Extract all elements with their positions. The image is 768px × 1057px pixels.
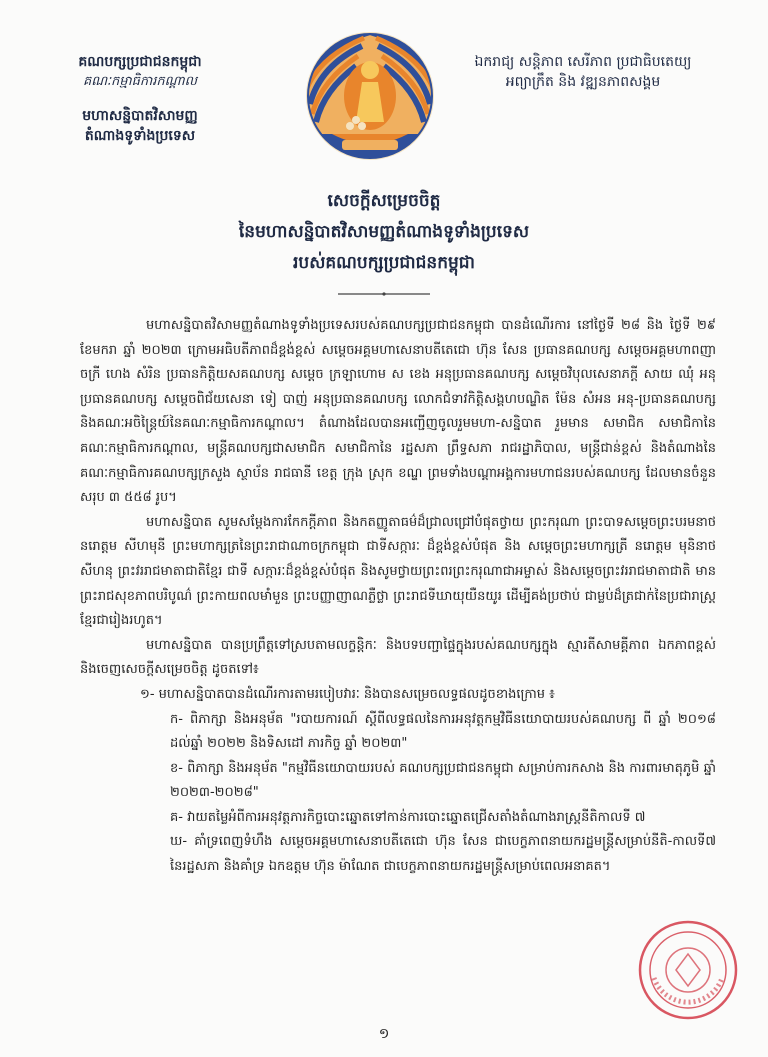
document-title bbox=[150, 186, 618, 279]
header-right bbox=[448, 52, 718, 92]
item-c: គ- វាយតម្លៃអំពីការអនុវត្តភារកិច្ចបោះឆ្នោតទៅកាន់ការបោះឆ្នោតជ្រើសតាំងតំណាងរាស្ត្រនីតិកាលទី ៧ bbox=[170, 809, 646, 825]
paragraph-1: មហាសន្និបាតវិសាមញ្ញតំណាងទូទាំងប្រទេសរបស់គណបក្សប្រជាជនកម្ពុជា បានដំណើរការ នៅថ្ងៃទី ២៨ និង ថ្ងៃទី ២៩ ខែមករា ឆ្នាំ ២០២៣ ក្រោមអធិបតីភាពដ៏ខ្ពង់ខ្ពស់ សម្តេចអគ្គមហាសេនាបតីតេជោ ហ៊ុន សែន ប្រធានគណបក្ស សម្តេចអគ្គមហាពញាចក្រី ហេង សំរិន ប្រធានកិត្តិយសគណបក្ស សម្តេច ក្រឡាហោម ស ខេង អនុប្រធានគណបក្ស សម្តេចវិបុលសេនាភក្តី សាយ ឈុំ អនុប្រធានគណបក្ស សម្តេចពិជ័យសេនា ទៀ បាញ់ អនុប្រធានគណបក្ស លោកជំទាវកិត្តិសង្គហបណ្ឌិត ម៉ែន សំអន អនុ-ប្រធានគណបក្ស និងគណៈអចិន្ត្រៃយ៍នៃគណៈកម្មាធិការកណ្តាល។ តំណាងដែលបានអញ្ជើញចូលរួមមហា-សន្និបាត រួមមាន សមាជិក សមាជិកានៃគណៈកម្មាធិការកណ្តាល, មន្ត្រីគណបក្សជាសមាជិក សមាជិកានៃ រដ្ឋសភា ព្រឹទ្ធសភា រាជរដ្ឋាភិបាល, មន្ត្រីជាន់ខ្ពស់ និងតំណាងនៃគណៈកម្មាធិការគណបក្សក្រសួង ស្ថាប័ន រាជធានី ខេត្ត ក្រុង ស្រុក ខណ្ឌ ព្រមទាំងបណ្តាអង្គការមហាជនរបស់គណបក្ស ដែលមានចំនួនសរុប ៣ ៥៥៨ រូប។ bbox=[80, 318, 716, 506]
item-a: ក- ពិភាក្សា និងអនុម័ត "របាយការណ៍ ស្តីពីលទ្ធផលនៃការអនុវត្តកម្មវិធីនយោបាយរបស់គណបក្ស ពី ឆ្នាំ ២០១៨ ដល់ឆ្នាំ ២០២២ និងទិសដៅ ភារកិច្ច ឆ្នាំ ២០២៣" bbox=[170, 711, 716, 752]
party-seal-icon bbox=[636, 918, 740, 1022]
item-d: ឃ- គាំទ្រពេញទំហឹង សម្តេចអគ្គមហាសេនាបតីតេជោ ហ៊ុន សែន ជាបេក្ខភាពនាយករដ្ឋមន្ត្រីសម្រាប់នីតិ-កាលទី៧ នៃរដ្ឋសភា និងគាំទ្រ ឯកឧត្តម ហ៊ុន ម៉ាណែត ជាបេក្ខភាពនាយករដ្ឋមន្ត្រីសម្រាប់ពេលអនាគត។ bbox=[170, 834, 716, 875]
document-body bbox=[80, 314, 716, 880]
delegates-label: តំណាងទូទាំងប្រទេស bbox=[84, 128, 196, 144]
party-logo-icon bbox=[302, 26, 438, 172]
title-line-3: របស់គណបក្សប្រជាជនកម្ពុជា bbox=[293, 253, 475, 273]
header-left bbox=[40, 52, 240, 146]
title-divider bbox=[338, 292, 430, 296]
paragraph-2: មហាសន្និបាត សូមសម្តែងការកែកក្តីភាព និងកតញ្ញូតាធម៌ដ៏ជ្រាលជ្រៅបំផុតថ្វាយ ព្រះករុណា ព្រះបាទសម្តេចព្រះបរមនាថ នរោត្តម សីហមុនី ព្រះមហាក្សត្រនៃព្រះរាជាណាចក្រកម្ពុជា ជាទីសក្ការៈ ដ៏ខ្ពង់ខ្ពស់បំផុត និង សម្តេចព្រះមហាក្សត្រី នរោត្តម មុនិនាថ សីហនុ ព្រះវររាជមាតាជាតិខ្មែរ ជាទី សក្ការៈដ៏ខ្ពង់ខ្ពស់បំផុត និងសូមថ្វាយព្រះពរព្រះករុណាជាអម្ចាស់ និងសម្តេចព្រះវររាជមាតាជាតិ មាន ព្រះរាជសុខភាពបរិបូណ៌ ព្រះកាយពលមាំមួន ព្រះបញ្ញាញាណភ្លឺថ្លា ព្រះរាជទីឃាយុយឺនយូរ ដើម្បីគង់ប្រថាប់ ជាម្លប់ដ៏ត្រជាក់នៃប្រជារាស្ត្រខ្មែរជារៀងរហូត។ bbox=[80, 514, 716, 629]
committee-name: គណៈកម្មាធិការកណ្តាល bbox=[82, 74, 198, 89]
title-line-2: នៃមហាសន្និបាតវិសាមញ្ញតំណាងទូទាំងប្រទេស bbox=[238, 222, 530, 242]
page-number: ១ bbox=[378, 1026, 390, 1042]
party-name: គណបក្សប្រជាជនកម្ពុជា bbox=[78, 54, 202, 70]
motto-line-2: អព្យាក្រឹត និង វឌ្ឍនភាពសង្គម bbox=[505, 74, 661, 90]
item-b: ខ- ពិភាក្សា និងអនុម័ត "កម្មវិធីនយោបាយរបស់ គណបក្សប្រជាជនកម្ពុជា សម្រាប់ការកសាង និង ការពារមាតុភូមិ ឆ្នាំ ២០២៣-២០២៨" bbox=[170, 760, 716, 801]
motto-line-1: ឯករាជ្យ សន្តិភាព សេរីភាព ប្រជាធិបតេយ្យ bbox=[474, 54, 692, 70]
title-line-1: សេចក្តីសម្រេចចិត្ត bbox=[327, 191, 441, 211]
item-1: ១- មហាសន្និបាតបានដំណើរការតាមរបៀបវារៈ និងបានសម្រេចលទ្ធផលដូចខាងក្រោម ៖ bbox=[140, 686, 555, 702]
paragraph-3: មហាសន្និបាត បានប្រព្រឹត្តទៅស្របតាមលក្ខន្តិកៈ និងបទបញ្ជាផ្ទៃក្នុងរបស់គណបក្សក្នុង ស្មារតីសាមគ្គីភាព ឯកភាពខ្ពស់ និងចេញសេចក្តីសម្រេចចិត្ត ដូចតទៅ៖ bbox=[80, 637, 716, 678]
congress-name: មហាសន្និបាតវិសាមញ្ញ bbox=[82, 108, 198, 124]
